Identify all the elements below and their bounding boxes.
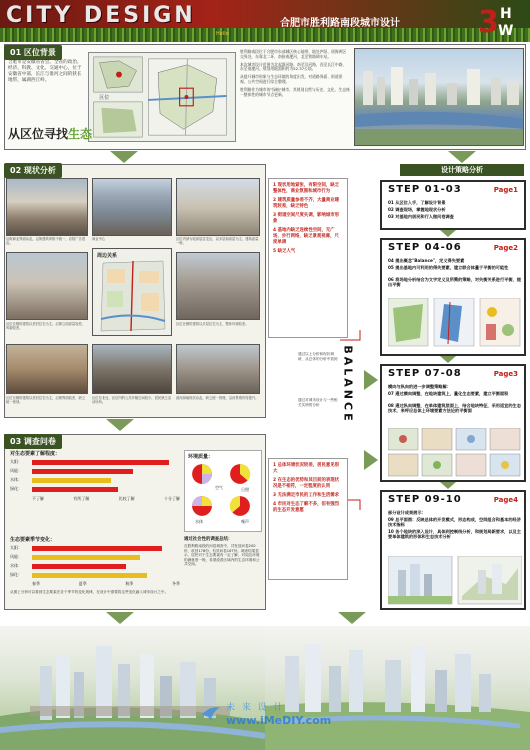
q1-row-1 [10, 458, 180, 466]
step-07-08-item-3: 08 通过纵向调整，在单体建筑层面上，结合地块特征，采用适宜的生态技术，来呼应总体上环境要素方法论的平衡面 [388, 403, 521, 413]
problem-2: 2 建筑质量参差不齐，大量商业建筑较差，缺乏特色 [273, 198, 340, 209]
survey-note-text: 在胜利路南段的问卷调查中，共发放问卷200份，收回178份，有效问卷167份。调查结果显示，居民对于生态要素有一定了解，对周边环境的满意度一般，希望改善区域内的生态环境和公共空间。 [184, 544, 260, 567]
survey-note-title: 通过社会性的调查总结： [184, 537, 233, 542]
step-09-10 [380, 490, 526, 610]
q2-row-3 [10, 562, 180, 570]
down-arrow-1 [110, 151, 138, 163]
hw-logo-mark [478, 2, 526, 38]
q1-row-3 [10, 476, 180, 484]
pie-noise [229, 495, 251, 517]
location-text-4: 胜利路作为城市的"绿轴"城市，其规划自然与历史、文化、生态统一整体性的城市节点更新。 [240, 86, 350, 97]
caption-4: 区位北侧的建筑以老旧住宅为主，沿街立面质量较差，风貌较差。 [6, 322, 86, 330]
conclusions-box [268, 458, 348, 580]
problem-3: 3 街道空间尺度失调，影响城市形象 [273, 213, 340, 224]
analysis-note-1: 通过以上分析和现状调研，从总体的分析中看到 [298, 352, 338, 361]
q2-row-1 [10, 544, 180, 552]
q2-label-1: 太阳： [10, 545, 22, 550]
q2-legend-4: 冬季 [171, 581, 180, 586]
q1-bar-3 [32, 478, 111, 483]
step-07-08-diagrams [388, 428, 522, 478]
q2-label-4: 绿化： [10, 572, 22, 577]
step-09-10-page: Page4 [493, 496, 518, 504]
q2-legend [32, 581, 180, 588]
caption-3: 区位内部为较高层住宅区，以多层和高层为主，建筑质量一般。 [176, 237, 259, 245]
header-subtitle: Hello [216, 31, 229, 37]
pie-air-label: 空气 [215, 485, 223, 490]
analysis-note-2: 通过对城市设计与一些相关实例的分析 [298, 398, 338, 407]
watermark-url: www.iMeDIY.com [226, 714, 332, 727]
conclusion-1: 1 总体环境状况较差，居民意见很大 [273, 463, 340, 474]
down-arrow-steps-top [448, 151, 476, 163]
section-02-tab: 02 现状分析 [4, 163, 62, 178]
slogan-eco: 生态 [68, 127, 93, 141]
watermark-cn: 未 来 设 计 [226, 703, 285, 713]
pie-sun-label: 日照 [241, 487, 249, 492]
step-04-06-item-3: 06 将场地分析结合为文字定义及所需的策略，对失衡关系进行平衡，提出平衡 [388, 277, 521, 287]
step-07-08-title: STEP 07-08 [388, 368, 462, 379]
q2-legend-1: 春季 [32, 581, 40, 586]
slogan-main: 从区位寻找 [8, 127, 69, 141]
q1-label-4: 绿化： [10, 486, 22, 491]
step-04-06-item-1: 04 提出概念"Balance"，定义得失要素 [388, 258, 465, 263]
caption-7: 区位东北处，区位内的公共开敞空间较少，居民缺乏活动场所。 [92, 396, 172, 404]
section-01-intro [8, 60, 86, 84]
caption-1: 沿街商业界面杂乱，沿街建筑风格不统一，店招广告混乱。 [6, 237, 86, 245]
env-quality-box [184, 450, 262, 532]
svg-text:W: W [498, 23, 514, 38]
strategy-header [400, 164, 524, 176]
step-09-10-renderings [388, 556, 522, 606]
street-photo-7 [92, 344, 172, 394]
q1-legend [32, 496, 180, 504]
q1-row-2 [10, 467, 180, 475]
project-title: 合肥市胜利路南段城市设计 [280, 18, 400, 29]
aerial-buildings [355, 49, 524, 146]
surroundings-map-graphic [93, 249, 173, 337]
conclusion-3: 3 无法满足市民的工作和生活需求 [273, 493, 340, 498]
svg-text:3: 3 [478, 5, 499, 38]
pie-water [191, 495, 213, 517]
section-01-slogan [8, 125, 92, 142]
q2-bar-4 [32, 573, 147, 578]
city-aerial-photo [354, 48, 524, 146]
street-photo-4 [6, 252, 88, 320]
problem-4: 4 基地内缺乏连续性空间，无广场，步行网络，缺乏景观视廊，尺度单调 [273, 228, 339, 245]
step-07-08-page: Page3 [493, 370, 518, 378]
watermark [200, 696, 380, 736]
q2-label-2: 风能： [10, 554, 22, 559]
step-01-03-page: Page1 [493, 186, 518, 194]
step-01-03-item-2: 02 调查现场，掌握地现状分析 [388, 207, 446, 212]
q1-label-2: 风能： [10, 468, 22, 473]
q2-bar-1 [32, 546, 162, 551]
section-01-text [240, 50, 350, 97]
city-design-logo: CITY DESIGN [6, 3, 196, 28]
down-arrow-3 [106, 612, 134, 624]
step-arrow-1 [440, 230, 456, 237]
pie-water-label: 水体 [195, 519, 203, 524]
q1-legend-4: 十分了解 [163, 496, 180, 501]
caption-2: 商业中心 [92, 237, 106, 241]
q2-bar-2 [32, 555, 140, 560]
q1-bar-1 [32, 460, 169, 465]
step-09-10-title: STEP 09-10 [388, 494, 462, 505]
q2-legend-3: 秋季 [125, 581, 134, 586]
caption-6: 区位北侧的建筑以老旧住宅为主，沿街界面较差，缺乏统一规划。 [6, 396, 86, 404]
pie-sun [229, 463, 251, 485]
q2-row-4 [10, 571, 180, 579]
step-arrow-3 [440, 482, 456, 489]
q1-bar-4 [32, 487, 118, 492]
caption-8: 滨河绿地现状杂乱，缺乏统一管理，沿河景观有待提升。 [176, 396, 259, 400]
watermark-bird-icon [200, 702, 222, 724]
q1-bar-2 [32, 469, 133, 474]
pie-air [191, 463, 213, 485]
step-01-03-item-1: 01 从区位入手，了解设计背景 [388, 200, 446, 205]
step-04-06-diagrams [388, 298, 522, 348]
q2-chart [10, 544, 180, 588]
step-01-03-item-3: 03 对基地内居民和行人做问卷调查 [388, 214, 454, 219]
q1-legend-2: 有所了解 [73, 496, 90, 501]
q2-bar-3 [32, 564, 126, 569]
problem-5: 5 缺乏人气 [273, 249, 296, 254]
intro-text: 合肥市是安徽省省会。全省的政治、经济、科教、文化、交通中心，位于安徽省中部，长江与淮河之间的狭长地带，属湖西丘岭。 [8, 60, 82, 83]
step-01-03 [380, 180, 526, 230]
q1-legend-1: 不了解 [32, 496, 44, 501]
step-arrow-2 [440, 356, 456, 363]
street-photo-2 [92, 178, 172, 236]
q1-label-3: 水体： [10, 477, 22, 482]
street-photo-6 [6, 344, 88, 394]
street-photo-5 [176, 252, 260, 320]
env-title: 环境质量： [188, 454, 214, 460]
q2-legend-2: 夏季 [78, 581, 87, 586]
conclusion-4: 4 市民对生态了解不多，但有强烈的生态开发意愿 [273, 502, 340, 513]
caption-5: 区位北侧的建筑以多层住宅为主，整体环境较差。 [176, 322, 249, 326]
step-07-08-item-1: 横向与纵向的进一步调整策略解： [388, 384, 451, 389]
problem-1: 1 现状用地紧张，有限空间，缺乏整体性，商业氛围和城市行为 [273, 183, 340, 194]
street-photo-8 [176, 344, 260, 394]
step-04-06-page: Page2 [493, 244, 518, 252]
conclusion-2: 2 在生态的优势和其目前的表现状况是不相符，一定程度的认同 [273, 478, 340, 489]
q2-title: 生态要素季节变化： [10, 537, 56, 543]
header-banner [0, 0, 530, 42]
step-04-06-item-2: 05 提出基地内可利用的得失要素，建立联合体量于平衡的可能性 [388, 265, 509, 270]
step-04-06 [380, 238, 526, 356]
balance-text: BALANCE [341, 345, 355, 424]
surroundings-map [92, 248, 172, 336]
down-arrow-4 [338, 612, 366, 624]
q1-chart [10, 458, 180, 506]
q1-label-1: 太阳： [10, 459, 22, 464]
pie-noise-label: 噪声 [241, 519, 249, 524]
q2-label-3: 水体： [10, 563, 22, 568]
location-text-3: 从提升城市形象与生态环境的角度出发，对道路界面、街道景观、公共空间进行综合整理。 [240, 74, 343, 84]
step-09-10-item-3: 10 各个地块的深入设计，具体到控制线分析，和规划局新要求，以及主要单体建筑的形体和生态技术分析 [388, 529, 521, 539]
q2-note: 从图上分析可以看到生态要素在各个季节的变化规律，在设计中需要将这些变化融入城市设计之中。 [10, 590, 169, 594]
header-grass-strip [0, 28, 530, 42]
step-07-08 [380, 364, 526, 482]
svg-text:H: H [500, 6, 512, 22]
down-arrow-2 [106, 419, 134, 431]
step-01-03-title: STEP 01-03 [388, 184, 462, 195]
location-map [88, 52, 236, 142]
section-01-tab: 01 区位背景 [4, 45, 62, 60]
strategy-header-text: 设计策略分析 [441, 166, 483, 174]
problems-list [268, 178, 348, 338]
step-04-06-title: STEP 04-06 [388, 242, 462, 253]
street-photo-3 [176, 178, 260, 236]
map-label: 区位 [99, 94, 110, 101]
step-07-08-item-2: 07 通过横向调整，在地块建筑上，量化生态要素，建立平衡面积 [388, 391, 509, 396]
q1-title: 对生态要素了解程度： [10, 451, 61, 457]
street-photo-1 [6, 178, 88, 236]
surroundings-label: 周边关系 [97, 253, 118, 259]
location-text-2: 本次城市设计范围为北起淮河路、南至沿河路，西至长江中路，东至南淝河。规划用地面积约为52.37公顷。 [240, 61, 347, 72]
section-03-tab: 03 调查问卷 [4, 434, 62, 449]
q1-row-4 [10, 485, 180, 493]
step-09-10-item-1: 部分设计成果展示： [388, 510, 426, 515]
step-09-10-item-2: 09 总平面图：反映总体的开发模式，形态构成，空间组合和基本的经济技术指标 [388, 517, 521, 527]
survey-summary [184, 536, 262, 606]
q1-legend-3: 比较了解 [118, 496, 135, 501]
location-text-1: 胜利路南段位于合肥市东部城区核心地带，地处庐阳、瑶海两区交界处，东靠北二环，南接南淝河，北至铁路调车站。 [240, 49, 347, 59]
q2-row-2 [10, 553, 180, 561]
